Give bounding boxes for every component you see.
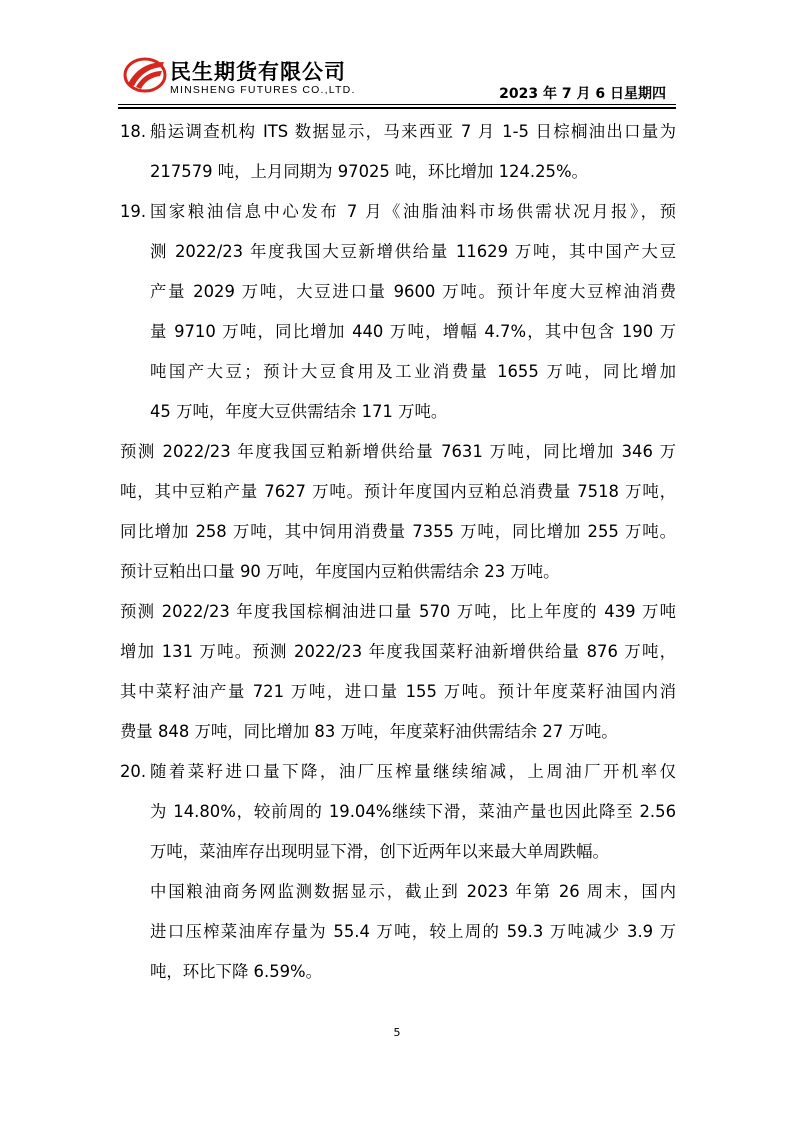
text-line: 预计豆粕出口量 90 万吨，年度国内豆粕供需结余 23 万吨。 — [120, 562, 560, 581]
text-line: 增加 131 万吨。预测 2022/23 年度我国菜籽油新增供给量 876 万吨， — [120, 642, 676, 661]
text-line: 为 14.80%，较前周的 19.04%继续下滑，菜油产量也因此降至 2.56 — [150, 802, 676, 821]
minsheng-logo-icon — [122, 54, 168, 94]
company-name-cn: 民生期货有限公司 — [170, 60, 346, 84]
text-line: 预测 2022/23 年度我国棕榈油进口量 570 万吨，比上年度的 439 万吨 — [120, 602, 676, 621]
text-line: 船运调查机构 ITS 数据显示，马来西亚 7 月 1-5 日棕榈油出口量为 — [150, 122, 676, 141]
text-line: 同比增加 258 万吨，其中饲用消费量 7355 万吨，同比增加 255 万吨。 — [120, 522, 676, 541]
text-line: 万吨，菜油库存出现明显下滑，创下近两年以来最大单周跌幅。 — [150, 842, 609, 861]
text-line: 量 9710 万吨，同比增加 440 万吨，增幅 4.7%，其中包含 190 万 — [150, 322, 676, 341]
page-header — [0, 0, 794, 106]
header-rule-thin — [118, 104, 676, 105]
item-number: 19. — [120, 202, 147, 221]
text-line: 预测 2022/23 年度我国豆粕新增供给量 7631 万吨，同比增加 346 万 — [120, 442, 676, 461]
text-line: 吨国产大豆；预计大豆食用及工业消费量 1655 万吨，同比增加 — [150, 362, 676, 381]
text-line: 费量 848 万吨，同比增加 83 万吨，年度菜籽油供需结余 27 万吨。 — [120, 722, 618, 741]
list-item-18 — [120, 112, 676, 192]
item-number: 18. — [120, 122, 147, 141]
company-name-en: MINSHENG FUTURES CO.,LTD. — [170, 84, 356, 96]
text-line: 进口压榨菜油库存量为 55.4 万吨，较上周的 59.3 万吨减少 3.9 万 — [150, 922, 676, 941]
text-line: 中国粮油商务网监测数据显示，截止到 2023 年第 26 周末，国内 — [150, 882, 676, 901]
text-line: 217579 吨，上月同期为 97025 吨，环比增加 124.25%。 — [150, 162, 588, 181]
document-body — [120, 112, 676, 992]
list-item-20 — [120, 752, 676, 992]
text-line: 吨，环比下降 6.59%。 — [150, 962, 323, 981]
text-line: 45 万吨，年度大豆供需结余 171 万吨。 — [150, 402, 448, 421]
paragraph-soymeal — [120, 432, 676, 592]
page-number: 5 — [393, 1026, 401, 1039]
text-line: 产量 2029 万吨，大豆进口量 9600 万吨。预计年度大豆榨油消费 — [150, 282, 676, 301]
text-line: 测 2022/23 年度我国大豆新增供给量 11629 万吨，其中国产大豆 — [150, 242, 676, 261]
report-date: 2023 年 7 月 6 日星期四 — [499, 86, 666, 102]
text-line: 其中菜籽油产量 721 万吨，进口量 155 万吨。预计年度菜籽油国内消 — [120, 682, 676, 701]
text-line: 随着菜籽进口量下降，油厂压榨量继续缩减，上周油厂开机率仅 — [150, 762, 676, 781]
text-line: 国家粮油信息中心发布 7 月《油脂油料市场供需状况月报》，预 — [150, 202, 676, 221]
list-item-19 — [120, 192, 676, 432]
item-number: 20. — [120, 762, 147, 781]
text-line: 吨，其中豆粕产量 7627 万吨。预计年度国内豆粕总消费量 7518 万吨， — [120, 482, 676, 501]
paragraph-palm-rapeseed — [120, 592, 676, 752]
header-rule-thick — [118, 107, 676, 109]
